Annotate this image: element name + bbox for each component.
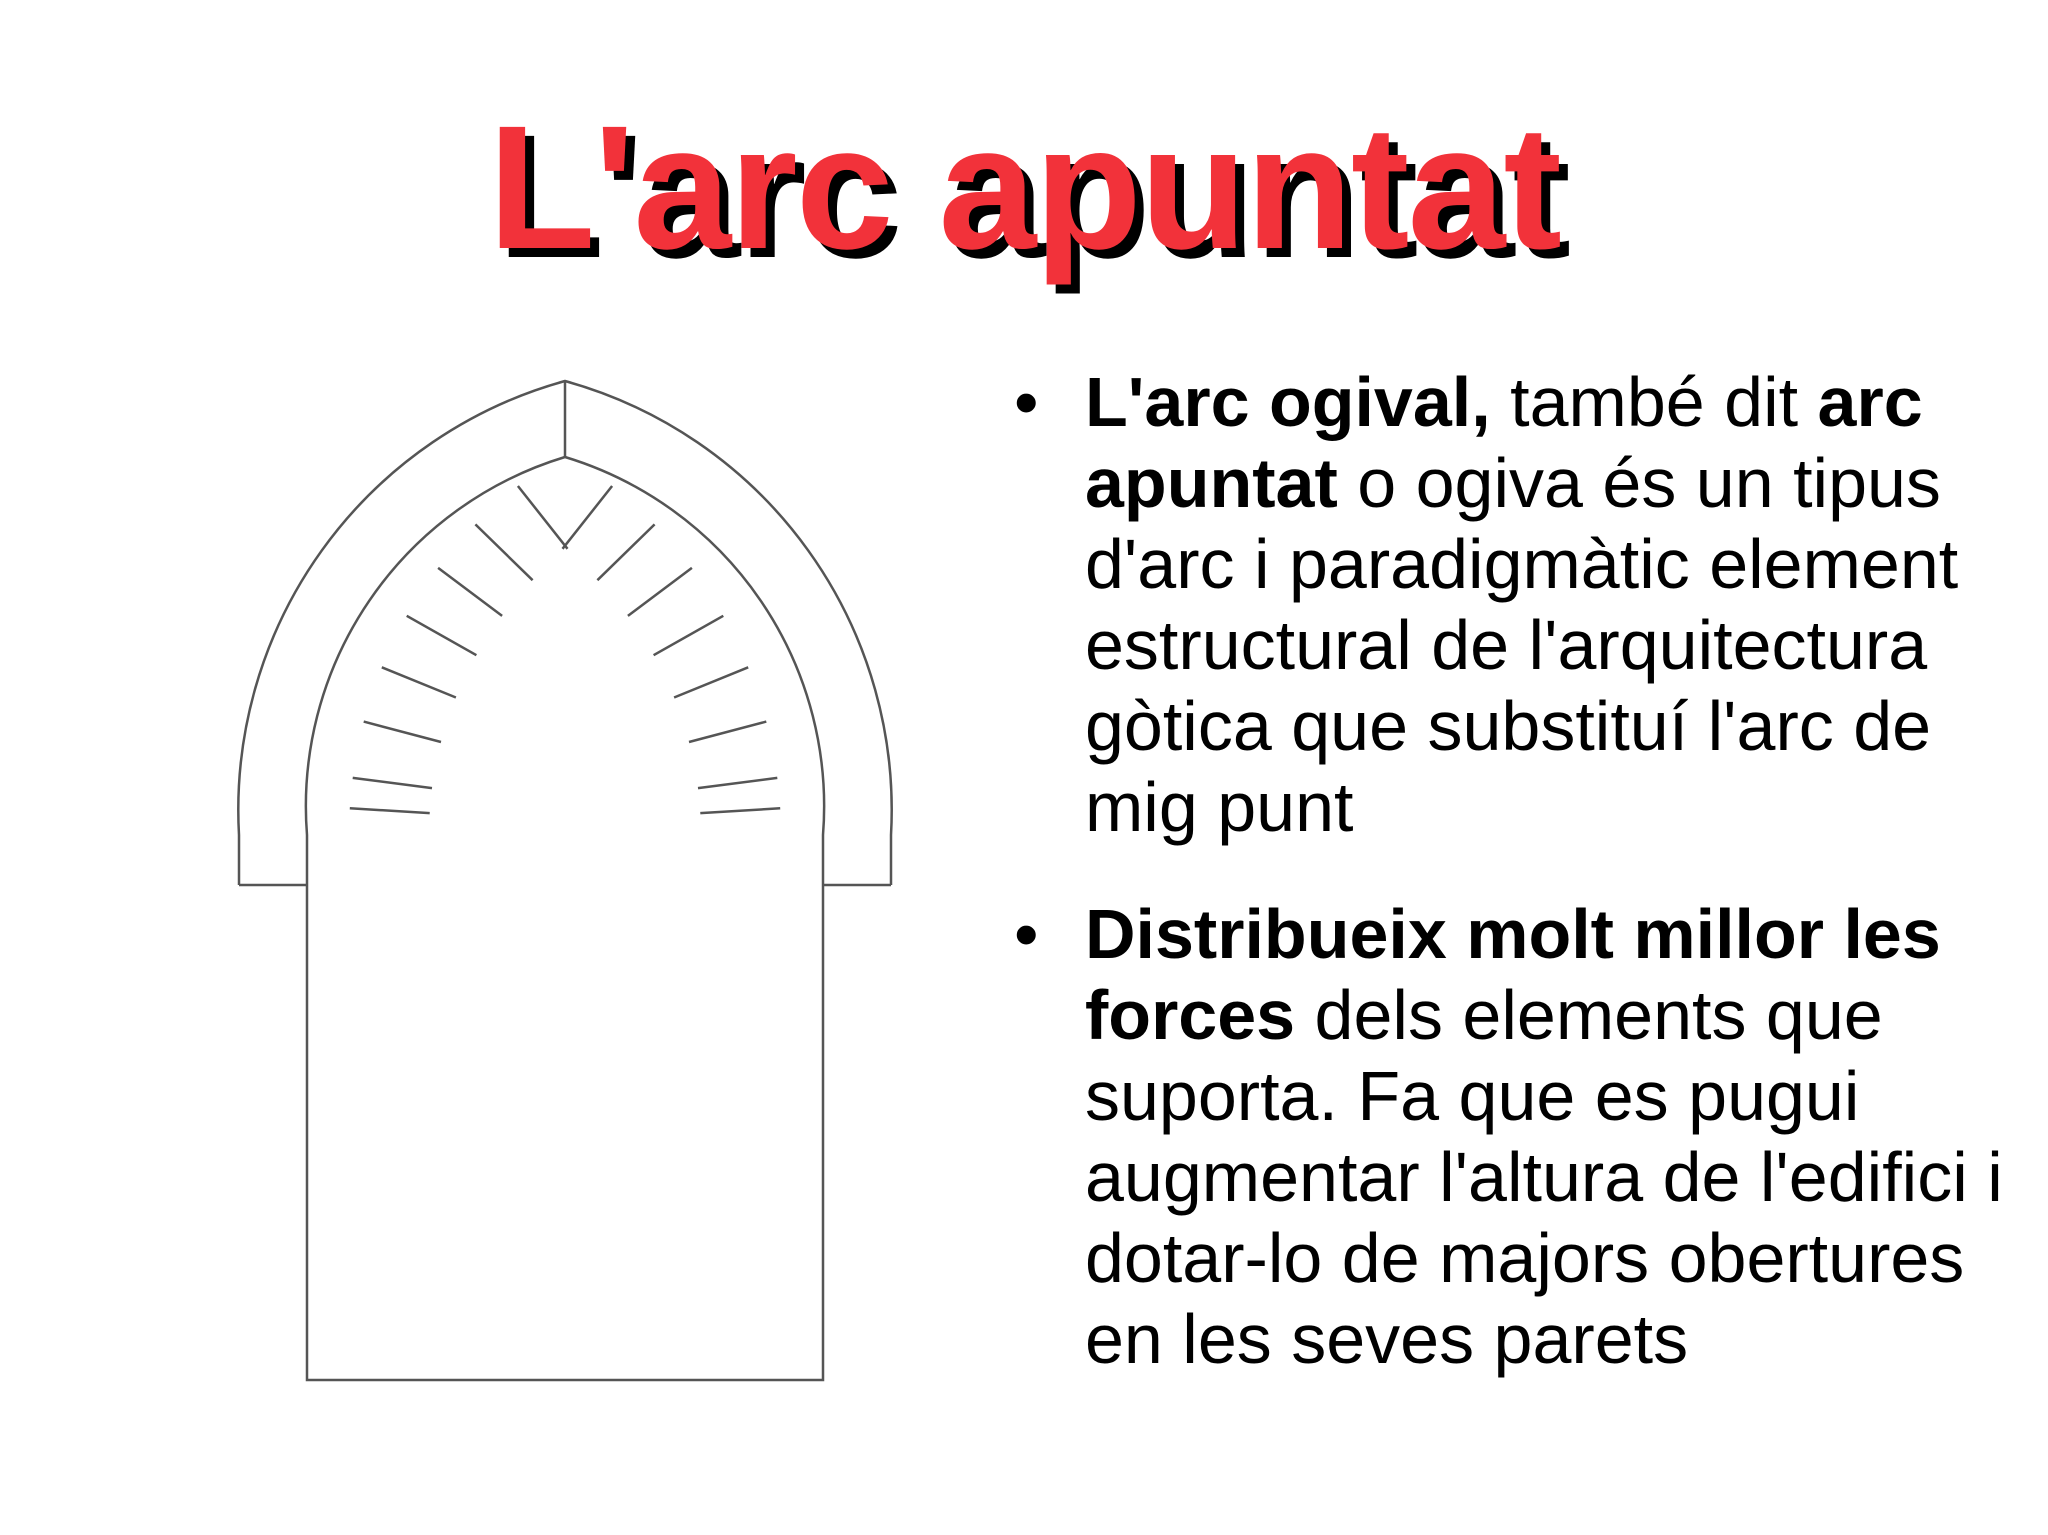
bullet-text: o ogiva és un tipus d'arc i paradigmàtic element estructural de l'arquitectura gòtica que substituí l'arc de mig punt (1085, 444, 1959, 846)
voussoir-joint (698, 778, 777, 788)
voussoir-joint (674, 667, 748, 697)
bullet-dot: • (1014, 895, 1039, 973)
pointed-arch-diagram (230, 370, 910, 1390)
voussoir-joint (518, 486, 568, 549)
voussoir-joint (438, 568, 502, 616)
voussoir-joint (689, 722, 766, 742)
voussoir-joint (353, 778, 432, 788)
arch-opening-frame (307, 885, 823, 1380)
bullet-bold-text: arc apuntat (1085, 363, 1923, 522)
bullet-text: també dit (1490, 363, 1818, 441)
bullet-item (1010, 894, 2020, 1380)
voussoir-joint (364, 722, 441, 742)
bullet-bold-text: L'arc ogival, (1085, 363, 1491, 441)
voussoir-joint (628, 568, 692, 616)
voussoir-joint (475, 524, 532, 580)
voussoir-joint (407, 616, 477, 655)
bullet-bold-text: Distribueix molt millor les forces (1085, 895, 1941, 1054)
voussoir-joint (700, 808, 780, 813)
voussoir-joint (350, 808, 430, 813)
bullet-item (1010, 362, 2020, 848)
slide-title: L'arc apuntat (487, 90, 1561, 286)
bullet-text: dels elements que suporta. Fa que es pugui augmentar l'altura de l'edifici i dotar-lo de majors obertures en les seves parets (1085, 976, 2003, 1378)
voussoir-joint (654, 616, 724, 655)
arch-intrados (306, 457, 824, 885)
bullet-dot: • (1014, 363, 1039, 441)
voussoir-joint (382, 667, 456, 697)
voussoir-joint (563, 486, 613, 549)
arch-voussoirs (350, 381, 780, 813)
voussoir-joint (597, 524, 654, 580)
bullet-list (1010, 362, 2020, 1426)
